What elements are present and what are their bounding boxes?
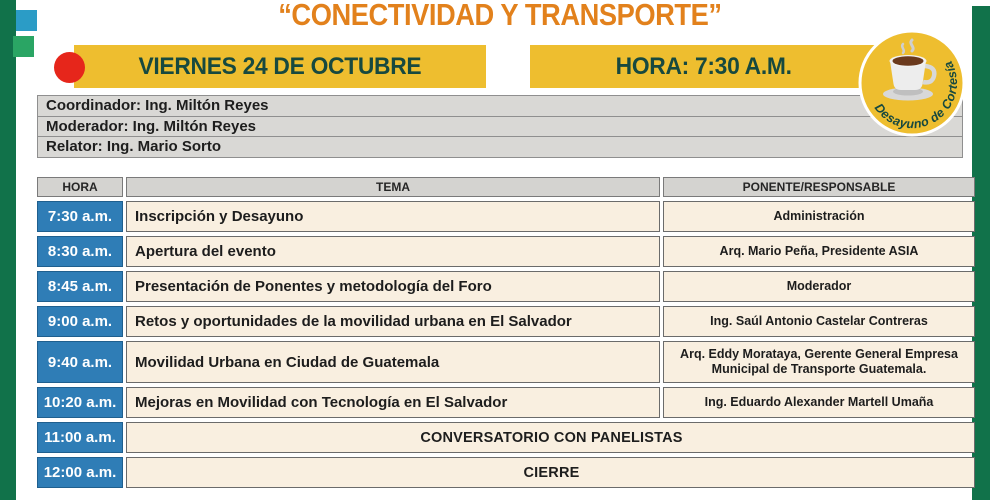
agenda-row bbox=[37, 422, 975, 453]
hora-cell: 7:30 a.m. bbox=[37, 201, 123, 232]
hora-cell: 8:45 a.m. bbox=[37, 271, 123, 302]
tema-cell: Apertura del evento bbox=[126, 236, 660, 267]
ponente-cell: Moderador bbox=[663, 271, 975, 302]
ponente-cell: Arq. Eddy Morataya, Gerente General Empresa Municipal de Transporte Guatemala. bbox=[663, 341, 975, 383]
badge-curved-text: Desayuno de Cortesía bbox=[871, 58, 961, 132]
header-ponente: PONENTE/RESPONSABLE bbox=[663, 177, 975, 197]
hora-cell: 9:00 a.m. bbox=[37, 306, 123, 337]
breakfast-badge bbox=[830, 15, 980, 150]
agenda-row bbox=[37, 236, 975, 267]
ponente-cell: Administración bbox=[663, 201, 975, 232]
ponente-cell: Ing. Eduardo Alexander Martell Umaña bbox=[663, 387, 975, 418]
time-banner-text: HORA: 7:30 A.M. bbox=[615, 52, 793, 80]
ponente-cell: Ing. Saúl Antonio Castelar Contreras bbox=[663, 306, 975, 337]
hora-cell: 8:30 a.m. bbox=[37, 236, 123, 267]
agenda-row bbox=[37, 271, 975, 302]
agenda-row bbox=[37, 341, 975, 383]
header-tema: TEMA bbox=[126, 177, 660, 197]
agenda-row bbox=[37, 387, 975, 418]
time-banner bbox=[530, 45, 878, 88]
official-row: Relator: Ing. Mario Sorto bbox=[37, 136, 963, 158]
red-dot-decoration bbox=[54, 52, 85, 83]
tema-cell: Presentación de Ponentes y metodología del Foro bbox=[126, 271, 660, 302]
agenda-row bbox=[37, 201, 975, 232]
official-row: Moderador: Ing. Miltón Reyes bbox=[37, 116, 963, 138]
date-banner-text: VIERNES 24 DE OCTUBRE bbox=[138, 52, 422, 80]
agenda-table-container bbox=[34, 173, 978, 492]
agenda-header-row bbox=[37, 177, 975, 197]
merged-session-cell: CONVERSATORIO CON PANELISTAS bbox=[126, 422, 975, 453]
officials-box bbox=[37, 95, 963, 158]
date-banner bbox=[74, 45, 486, 88]
tema-cell: Retos y oportunidades de la movilidad urbana en El Salvador bbox=[126, 306, 660, 337]
official-row: Coordinador: Ing. Miltón Reyes bbox=[37, 95, 963, 117]
hora-cell: 9:40 a.m. bbox=[37, 341, 123, 383]
merged-session-cell: CIERRE bbox=[126, 457, 975, 488]
ponente-cell: Arq. Mario Peña, Presidente ASIA bbox=[663, 236, 975, 267]
header-hora: HORA bbox=[37, 177, 123, 197]
hora-cell: 10:20 a.m. bbox=[37, 387, 123, 418]
hora-cell: 11:00 a.m. bbox=[37, 422, 123, 453]
agenda-row bbox=[37, 306, 975, 337]
tema-cell: Inscripción y Desayuno bbox=[126, 201, 660, 232]
agenda-table-body bbox=[37, 201, 975, 488]
hora-cell: 12:00 a.m. bbox=[37, 457, 123, 488]
tema-cell: Mejoras en Movilidad con Tecnología en El Salvador bbox=[126, 387, 660, 418]
green-square-decoration bbox=[13, 36, 34, 57]
left-accent-bar bbox=[0, 0, 16, 500]
page-title-text: “CONECTIVIDAD Y TRANSPORTE” bbox=[278, 0, 722, 32]
agenda-table bbox=[34, 173, 978, 492]
agenda-row bbox=[37, 457, 975, 488]
tema-cell: Movilidad Urbana en Ciudad de Guatemala bbox=[126, 341, 660, 383]
